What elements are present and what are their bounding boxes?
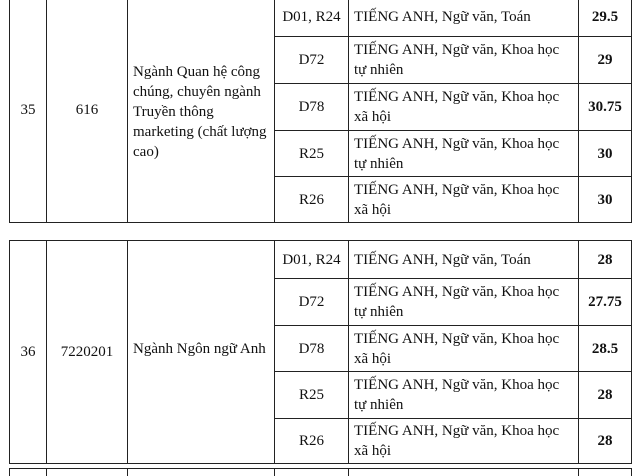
cutoff-score: 28 <box>579 372 632 419</box>
table-row <box>10 0 632 37</box>
major-code: 7220201 <box>47 241 128 464</box>
cutoff-score: 27.75 <box>579 279 632 326</box>
cutoff-score: 30.75 <box>579 84 632 131</box>
admission-table-row-35 <box>9 0 632 223</box>
combo-code: D78 <box>275 326 349 372</box>
admission-table-row-36 <box>9 240 632 464</box>
combo-subjects: TIẾNG ANH, Ngữ văn, Toán <box>349 0 579 37</box>
cutoff-score: 28.5 <box>579 326 632 372</box>
combo-code: D72 <box>275 279 349 326</box>
combo-code: D01, R24 <box>275 241 349 279</box>
combo-code: D01, R24 <box>275 0 349 37</box>
cutoff-score: 29 <box>579 37 632 84</box>
row-number: 35 <box>10 0 47 223</box>
combo-subjects: TIẾNG ANH, Ngữ văn, Toán <box>349 241 579 279</box>
combo-subjects: TIẾNG ANH, Ngữ văn, Khoa học tự nhiên <box>349 37 579 84</box>
table-row <box>10 241 632 279</box>
cutoff-score: 30 <box>579 177 632 223</box>
combo-subjects: TIẾNG ANH, Ngữ văn, Khoa học xã hội <box>349 84 579 131</box>
combo-subjects: TIẾNG ANH, Ngữ văn, Khoa học xã hội <box>349 177 579 223</box>
cutoff-score: 28 <box>579 241 632 279</box>
combo-code: R26 <box>275 419 349 464</box>
combo-subjects: TIẾNG ANH, Ngữ văn, Khoa học tự nhiên <box>349 279 579 326</box>
major-name: Ngành Ngôn ngữ Anh <box>128 241 275 464</box>
combo-code: D78 <box>275 84 349 131</box>
combo-subjects: TIẾNG ANH, Ngữ văn, Khoa học tự nhiên <box>349 372 579 419</box>
combo-subjects: TIẾNG ANH, Ngữ văn, Khoa học tự nhiên <box>349 131 579 177</box>
row-number: 36 <box>10 241 47 464</box>
next-table-top-border <box>9 468 631 469</box>
major-name: Ngành Quan hệ công chúng, chuyên ngành Truyền thông marketing (chất lượng cao) <box>128 0 275 223</box>
major-code: 616 <box>47 0 128 223</box>
combo-code: R25 <box>275 372 349 419</box>
combo-subjects: TIẾNG ANH, Ngữ văn, Khoa học xã hội <box>349 326 579 372</box>
cutoff-score: 29.5 <box>579 0 632 37</box>
combo-code: D72 <box>275 37 349 84</box>
combo-code: R26 <box>275 177 349 223</box>
cutoff-score: 28 <box>579 419 632 464</box>
cutoff-score: 30 <box>579 131 632 177</box>
combo-code: R25 <box>275 131 349 177</box>
combo-subjects: TIẾNG ANH, Ngữ văn, Khoa học xã hội <box>349 419 579 464</box>
